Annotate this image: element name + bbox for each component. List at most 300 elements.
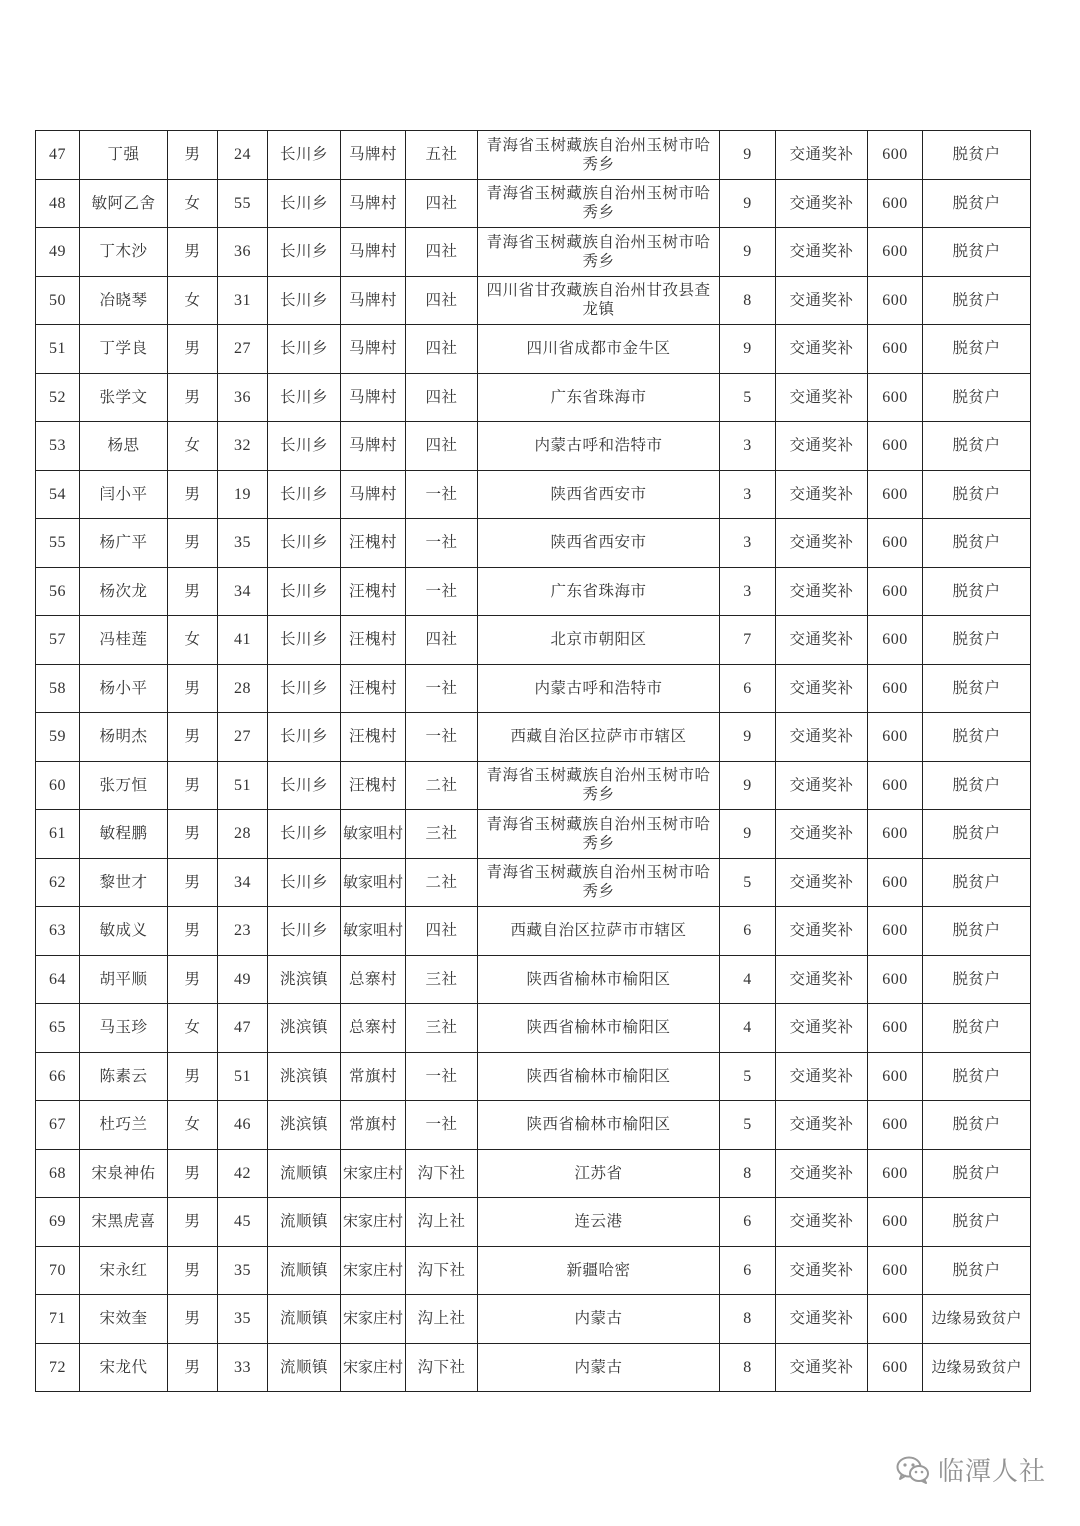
table-row: [36, 713, 1031, 762]
cell-amount: 600: [868, 276, 923, 325]
cell-age: 33: [218, 1343, 268, 1392]
cell-amount: 600: [868, 1198, 923, 1247]
cell-months: 3: [720, 567, 776, 616]
cell-subsidy-type: 交通奖补: [776, 325, 868, 374]
cell-village: 汪槐村: [341, 761, 406, 810]
cell-village: 总寨村: [341, 1004, 406, 1053]
cell-index: 51: [36, 325, 80, 374]
cell-village: 马牌村: [341, 179, 406, 228]
cell-household-type: 脱贫户: [923, 858, 1031, 907]
table-row: [36, 325, 1031, 374]
cell-household-type: 脱贫户: [923, 1246, 1031, 1295]
cell-months: 8: [720, 1295, 776, 1344]
cell-group: 四社: [406, 325, 478, 374]
cell-township: 洮滨镇: [268, 1004, 341, 1053]
cell-work-location: 陕西省西安市: [478, 519, 720, 568]
cell-village: 汪槐村: [341, 567, 406, 616]
cell-household-type: 脱贫户: [923, 1052, 1031, 1101]
cell-household-type: 脱贫户: [923, 519, 1031, 568]
cell-village: 马牌村: [341, 373, 406, 422]
cell-work-location: 内蒙古: [478, 1343, 720, 1392]
cell-amount: 600: [868, 810, 923, 859]
cell-age: 32: [218, 422, 268, 471]
cell-township: 长川乡: [268, 810, 341, 859]
cell-index: 49: [36, 228, 80, 277]
cell-work-location: 西藏自治区拉萨市市辖区: [478, 713, 720, 762]
cell-months: 3: [720, 422, 776, 471]
cell-index: 60: [36, 761, 80, 810]
cell-gender: 女: [168, 276, 218, 325]
cell-village: 马牌村: [341, 325, 406, 374]
cell-township: 长川乡: [268, 470, 341, 519]
cell-gender: 女: [168, 1004, 218, 1053]
table-row: [36, 907, 1031, 956]
cell-age: 35: [218, 1246, 268, 1295]
cell-name: 丁强: [80, 131, 168, 180]
cell-township: 长川乡: [268, 567, 341, 616]
cell-name: 闫小平: [80, 470, 168, 519]
table-row: [36, 1295, 1031, 1344]
cell-township: 长川乡: [268, 519, 341, 568]
cell-work-location: 陕西省西安市: [478, 470, 720, 519]
cell-group: 一社: [406, 1052, 478, 1101]
cell-village: 敏家咀村: [341, 810, 406, 859]
cell-age: 46: [218, 1101, 268, 1150]
cell-village: 常旗村: [341, 1101, 406, 1150]
cell-age: 24: [218, 131, 268, 180]
cell-amount: 600: [868, 1004, 923, 1053]
table-row: [36, 1101, 1031, 1150]
cell-amount: 600: [868, 1101, 923, 1150]
cell-index: 53: [36, 422, 80, 471]
cell-work-location: 内蒙古呼和浩特市: [478, 664, 720, 713]
cell-index: 71: [36, 1295, 80, 1344]
table-body: [36, 131, 1031, 1392]
cell-village: 马牌村: [341, 228, 406, 277]
cell-age: 35: [218, 519, 268, 568]
cell-amount: 600: [868, 616, 923, 665]
cell-village: 宋家庄村: [341, 1246, 406, 1295]
cell-gender: 男: [168, 761, 218, 810]
cell-work-location: 江苏省: [478, 1149, 720, 1198]
cell-subsidy-type: 交通奖补: [776, 228, 868, 277]
cell-gender: 男: [168, 131, 218, 180]
table-row: [36, 470, 1031, 519]
cell-index: 55: [36, 519, 80, 568]
cell-name: 杨明杰: [80, 713, 168, 762]
table-row: [36, 373, 1031, 422]
cell-household-type: 脱贫户: [923, 907, 1031, 956]
cell-gender: 男: [168, 1198, 218, 1247]
cell-amount: 600: [868, 907, 923, 956]
cell-age: 42: [218, 1149, 268, 1198]
cell-township: 长川乡: [268, 907, 341, 956]
cell-group: 一社: [406, 519, 478, 568]
table-row: [36, 276, 1031, 325]
table-row: [36, 1246, 1031, 1295]
cell-gender: 男: [168, 1246, 218, 1295]
cell-age: 47: [218, 1004, 268, 1053]
cell-group: 沟下社: [406, 1343, 478, 1392]
cell-subsidy-type: 交通奖补: [776, 179, 868, 228]
cell-amount: 600: [868, 1149, 923, 1198]
cell-age: 51: [218, 761, 268, 810]
cell-township: 长川乡: [268, 228, 341, 277]
cell-name: 冶晓琴: [80, 276, 168, 325]
cell-group: 四社: [406, 179, 478, 228]
cell-subsidy-type: 交通奖补: [776, 422, 868, 471]
cell-subsidy-type: 交通奖补: [776, 470, 868, 519]
cell-village: 敏家咀村: [341, 858, 406, 907]
cell-subsidy-type: 交通奖补: [776, 1149, 868, 1198]
cell-group: 三社: [406, 955, 478, 1004]
cell-group: 沟上社: [406, 1295, 478, 1344]
cell-months: 6: [720, 1198, 776, 1247]
cell-months: 9: [720, 761, 776, 810]
table-row: [36, 1198, 1031, 1247]
cell-group: 一社: [406, 713, 478, 762]
cell-amount: 600: [868, 179, 923, 228]
cell-work-location: 陕西省榆林市榆阳区: [478, 1004, 720, 1053]
cell-index: 62: [36, 858, 80, 907]
cell-months: 9: [720, 325, 776, 374]
table-row: [36, 567, 1031, 616]
cell-gender: 男: [168, 1149, 218, 1198]
cell-group: 四社: [406, 422, 478, 471]
cell-work-location: 青海省玉树藏族自治州玉树市哈秀乡: [478, 810, 720, 859]
cell-group: 五社: [406, 131, 478, 180]
cell-amount: 600: [868, 519, 923, 568]
cell-household-type: 脱贫户: [923, 1004, 1031, 1053]
cell-age: 27: [218, 713, 268, 762]
cell-age: 28: [218, 664, 268, 713]
cell-name: 马玉珍: [80, 1004, 168, 1053]
cell-gender: 男: [168, 519, 218, 568]
cell-index: 48: [36, 179, 80, 228]
cell-household-type: 边缘易致贫户: [923, 1343, 1031, 1392]
cell-months: 3: [720, 519, 776, 568]
table-row: [36, 955, 1031, 1004]
cell-household-type: 脱贫户: [923, 1198, 1031, 1247]
cell-group: 二社: [406, 761, 478, 810]
cell-index: 61: [36, 810, 80, 859]
cell-work-location: 广东省珠海市: [478, 567, 720, 616]
cell-work-location: 青海省玉树藏族自治州玉树市哈秀乡: [478, 858, 720, 907]
cell-township: 长川乡: [268, 179, 341, 228]
cell-gender: 男: [168, 228, 218, 277]
cell-subsidy-type: 交通奖补: [776, 713, 868, 762]
cell-township: 洮滨镇: [268, 1101, 341, 1150]
table-row: [36, 1052, 1031, 1101]
cell-township: 长川乡: [268, 858, 341, 907]
cell-gender: 男: [168, 325, 218, 374]
cell-age: 34: [218, 567, 268, 616]
cell-name: 胡平顺: [80, 955, 168, 1004]
cell-months: 8: [720, 1149, 776, 1198]
cell-household-type: 脱贫户: [923, 761, 1031, 810]
cell-work-location: 连云港: [478, 1198, 720, 1247]
cell-amount: 600: [868, 131, 923, 180]
cell-gender: 女: [168, 179, 218, 228]
cell-months: 9: [720, 179, 776, 228]
cell-months: 6: [720, 1246, 776, 1295]
cell-township: 流顺镇: [268, 1246, 341, 1295]
cell-age: 23: [218, 907, 268, 956]
cell-village: 马牌村: [341, 131, 406, 180]
cell-township: 长川乡: [268, 761, 341, 810]
cell-gender: 男: [168, 713, 218, 762]
cell-name: 杜巧兰: [80, 1101, 168, 1150]
table-row: [36, 1343, 1031, 1392]
cell-name: 张学文: [80, 373, 168, 422]
cell-gender: 男: [168, 1052, 218, 1101]
cell-gender: 男: [168, 907, 218, 956]
cell-name: 丁木沙: [80, 228, 168, 277]
cell-subsidy-type: 交通奖补: [776, 519, 868, 568]
cell-months: 4: [720, 955, 776, 1004]
cell-subsidy-type: 交通奖补: [776, 1004, 868, 1053]
cell-township: 流顺镇: [268, 1343, 341, 1392]
cell-name: 宋效奎: [80, 1295, 168, 1344]
table-row: [36, 228, 1031, 277]
cell-name: 张万恒: [80, 761, 168, 810]
cell-group: 四社: [406, 907, 478, 956]
cell-months: 5: [720, 373, 776, 422]
cell-subsidy-type: 交通奖补: [776, 907, 868, 956]
cell-village: 汪槐村: [341, 519, 406, 568]
cell-gender: 男: [168, 664, 218, 713]
table-row: [36, 761, 1031, 810]
cell-name: 宋泉神佑: [80, 1149, 168, 1198]
cell-name: 敏阿乙舍: [80, 179, 168, 228]
cell-gender: 男: [168, 1295, 218, 1344]
cell-amount: 600: [868, 1052, 923, 1101]
cell-name: 宋永红: [80, 1246, 168, 1295]
cell-group: 一社: [406, 664, 478, 713]
cell-subsidy-type: 交通奖补: [776, 1246, 868, 1295]
cell-village: 总寨村: [341, 955, 406, 1004]
table-row: [36, 179, 1031, 228]
cell-household-type: 脱贫户: [923, 1149, 1031, 1198]
table-row: [36, 422, 1031, 471]
cell-subsidy-type: 交通奖补: [776, 955, 868, 1004]
cell-household-type: 脱贫户: [923, 713, 1031, 762]
subsidy-list-table: [35, 130, 1031, 1392]
cell-amount: 600: [868, 1343, 923, 1392]
table-row: [36, 810, 1031, 859]
table-row: [36, 1149, 1031, 1198]
cell-village: 汪槐村: [341, 664, 406, 713]
cell-months: 9: [720, 713, 776, 762]
cell-name: 陈素云: [80, 1052, 168, 1101]
cell-index: 47: [36, 131, 80, 180]
cell-age: 19: [218, 470, 268, 519]
cell-gender: 男: [168, 567, 218, 616]
cell-index: 54: [36, 470, 80, 519]
cell-index: 70: [36, 1246, 80, 1295]
cell-age: 27: [218, 325, 268, 374]
cell-age: 34: [218, 858, 268, 907]
cell-amount: 600: [868, 1246, 923, 1295]
cell-village: 敏家咀村: [341, 907, 406, 956]
cell-age: 35: [218, 1295, 268, 1344]
cell-amount: 600: [868, 955, 923, 1004]
cell-index: 63: [36, 907, 80, 956]
cell-village: 宋家庄村: [341, 1149, 406, 1198]
cell-amount: 600: [868, 858, 923, 907]
cell-name: 丁学良: [80, 325, 168, 374]
cell-household-type: 边缘易致贫户: [923, 1295, 1031, 1344]
cell-index: 52: [36, 373, 80, 422]
cell-months: 5: [720, 858, 776, 907]
cell-group: 三社: [406, 810, 478, 859]
cell-name: 杨次龙: [80, 567, 168, 616]
cell-subsidy-type: 交通奖补: [776, 131, 868, 180]
cell-township: 长川乡: [268, 325, 341, 374]
cell-amount: 600: [868, 713, 923, 762]
cell-village: 常旗村: [341, 1052, 406, 1101]
cell-index: 68: [36, 1149, 80, 1198]
cell-household-type: 脱贫户: [923, 955, 1031, 1004]
cell-group: 一社: [406, 1101, 478, 1150]
cell-group: 一社: [406, 470, 478, 519]
cell-village: 马牌村: [341, 470, 406, 519]
cell-township: 洮滨镇: [268, 1052, 341, 1101]
cell-age: 51: [218, 1052, 268, 1101]
cell-township: 长川乡: [268, 713, 341, 762]
cell-amount: 600: [868, 325, 923, 374]
cell-work-location: 广东省珠海市: [478, 373, 720, 422]
cell-household-type: 脱贫户: [923, 228, 1031, 277]
cell-index: 69: [36, 1198, 80, 1247]
cell-township: 长川乡: [268, 131, 341, 180]
cell-work-location: 西藏自治区拉萨市市辖区: [478, 907, 720, 956]
cell-subsidy-type: 交通奖补: [776, 1101, 868, 1150]
cell-name: 宋龙代: [80, 1343, 168, 1392]
cell-amount: 600: [868, 470, 923, 519]
cell-gender: 男: [168, 858, 218, 907]
cell-months: 9: [720, 131, 776, 180]
cell-work-location: 陕西省榆林市榆阳区: [478, 1101, 720, 1150]
cell-index: 56: [36, 567, 80, 616]
table-row: [36, 1004, 1031, 1053]
cell-index: 59: [36, 713, 80, 762]
cell-age: 45: [218, 1198, 268, 1247]
cell-months: 3: [720, 470, 776, 519]
cell-household-type: 脱贫户: [923, 373, 1031, 422]
cell-gender: 女: [168, 616, 218, 665]
cell-name: 杨思: [80, 422, 168, 471]
cell-subsidy-type: 交通奖补: [776, 567, 868, 616]
cell-months: 8: [720, 1343, 776, 1392]
cell-household-type: 脱贫户: [923, 470, 1031, 519]
cell-group: 四社: [406, 616, 478, 665]
cell-months: 6: [720, 907, 776, 956]
cell-months: 6: [720, 664, 776, 713]
cell-work-location: 四川省成都市金牛区: [478, 325, 720, 374]
cell-gender: 女: [168, 1101, 218, 1150]
cell-household-type: 脱贫户: [923, 567, 1031, 616]
cell-name: 敏程鹏: [80, 810, 168, 859]
cell-amount: 600: [868, 1295, 923, 1344]
wechat-icon: [896, 1456, 930, 1484]
cell-township: 长川乡: [268, 616, 341, 665]
cell-work-location: 青海省玉树藏族自治州玉树市哈秀乡: [478, 228, 720, 277]
cell-index: 66: [36, 1052, 80, 1101]
cell-months: 5: [720, 1052, 776, 1101]
cell-index: 57: [36, 616, 80, 665]
cell-village: 宋家庄村: [341, 1198, 406, 1247]
cell-subsidy-type: 交通奖补: [776, 761, 868, 810]
cell-household-type: 脱贫户: [923, 422, 1031, 471]
cell-age: 41: [218, 616, 268, 665]
cell-index: 65: [36, 1004, 80, 1053]
cell-township: 流顺镇: [268, 1149, 341, 1198]
cell-group: 沟上社: [406, 1198, 478, 1247]
cell-household-type: 脱贫户: [923, 276, 1031, 325]
cell-gender: 男: [168, 470, 218, 519]
cell-age: 55: [218, 179, 268, 228]
cell-township: 流顺镇: [268, 1198, 341, 1247]
cell-township: 长川乡: [268, 276, 341, 325]
cell-group: 三社: [406, 1004, 478, 1053]
cell-name: 冯桂莲: [80, 616, 168, 665]
watermark-text: 临潭人社: [937, 1457, 1046, 1487]
cell-months: 9: [720, 810, 776, 859]
cell-village: 汪槐村: [341, 616, 406, 665]
cell-amount: 600: [868, 373, 923, 422]
cell-months: 5: [720, 1101, 776, 1150]
cell-group: 二社: [406, 858, 478, 907]
cell-subsidy-type: 交通奖补: [776, 858, 868, 907]
cell-index: 50: [36, 276, 80, 325]
cell-name: 杨小平: [80, 664, 168, 713]
cell-township: 长川乡: [268, 664, 341, 713]
cell-months: 9: [720, 228, 776, 277]
cell-village: 马牌村: [341, 422, 406, 471]
cell-work-location: 青海省玉树藏族自治州玉树市哈秀乡: [478, 131, 720, 180]
cell-group: 沟下社: [406, 1149, 478, 1198]
cell-name: 黎世才: [80, 858, 168, 907]
cell-group: 四社: [406, 276, 478, 325]
cell-subsidy-type: 交通奖补: [776, 276, 868, 325]
cell-gender: 女: [168, 422, 218, 471]
cell-index: 67: [36, 1101, 80, 1150]
cell-subsidy-type: 交通奖补: [776, 1198, 868, 1247]
cell-township: 流顺镇: [268, 1295, 341, 1344]
cell-village: 宋家庄村: [341, 1343, 406, 1392]
table-row: [36, 131, 1031, 180]
cell-months: 7: [720, 616, 776, 665]
cell-household-type: 脱贫户: [923, 664, 1031, 713]
cell-work-location: 四川省甘孜藏族自治州甘孜县查龙镇: [478, 276, 720, 325]
cell-household-type: 脱贫户: [923, 131, 1031, 180]
cell-amount: 600: [868, 664, 923, 713]
cell-group: 沟下社: [406, 1246, 478, 1295]
watermark: [896, 1451, 1046, 1488]
cell-subsidy-type: 交通奖补: [776, 664, 868, 713]
cell-age: 28: [218, 810, 268, 859]
cell-gender: 男: [168, 810, 218, 859]
cell-age: 36: [218, 228, 268, 277]
cell-name: 宋黑虎喜: [80, 1198, 168, 1247]
cell-village: 汪槐村: [341, 713, 406, 762]
cell-subsidy-type: 交通奖补: [776, 1343, 868, 1392]
cell-household-type: 脱贫户: [923, 810, 1031, 859]
cell-months: 8: [720, 276, 776, 325]
cell-age: 36: [218, 373, 268, 422]
cell-work-location: 陕西省榆林市榆阳区: [478, 955, 720, 1004]
